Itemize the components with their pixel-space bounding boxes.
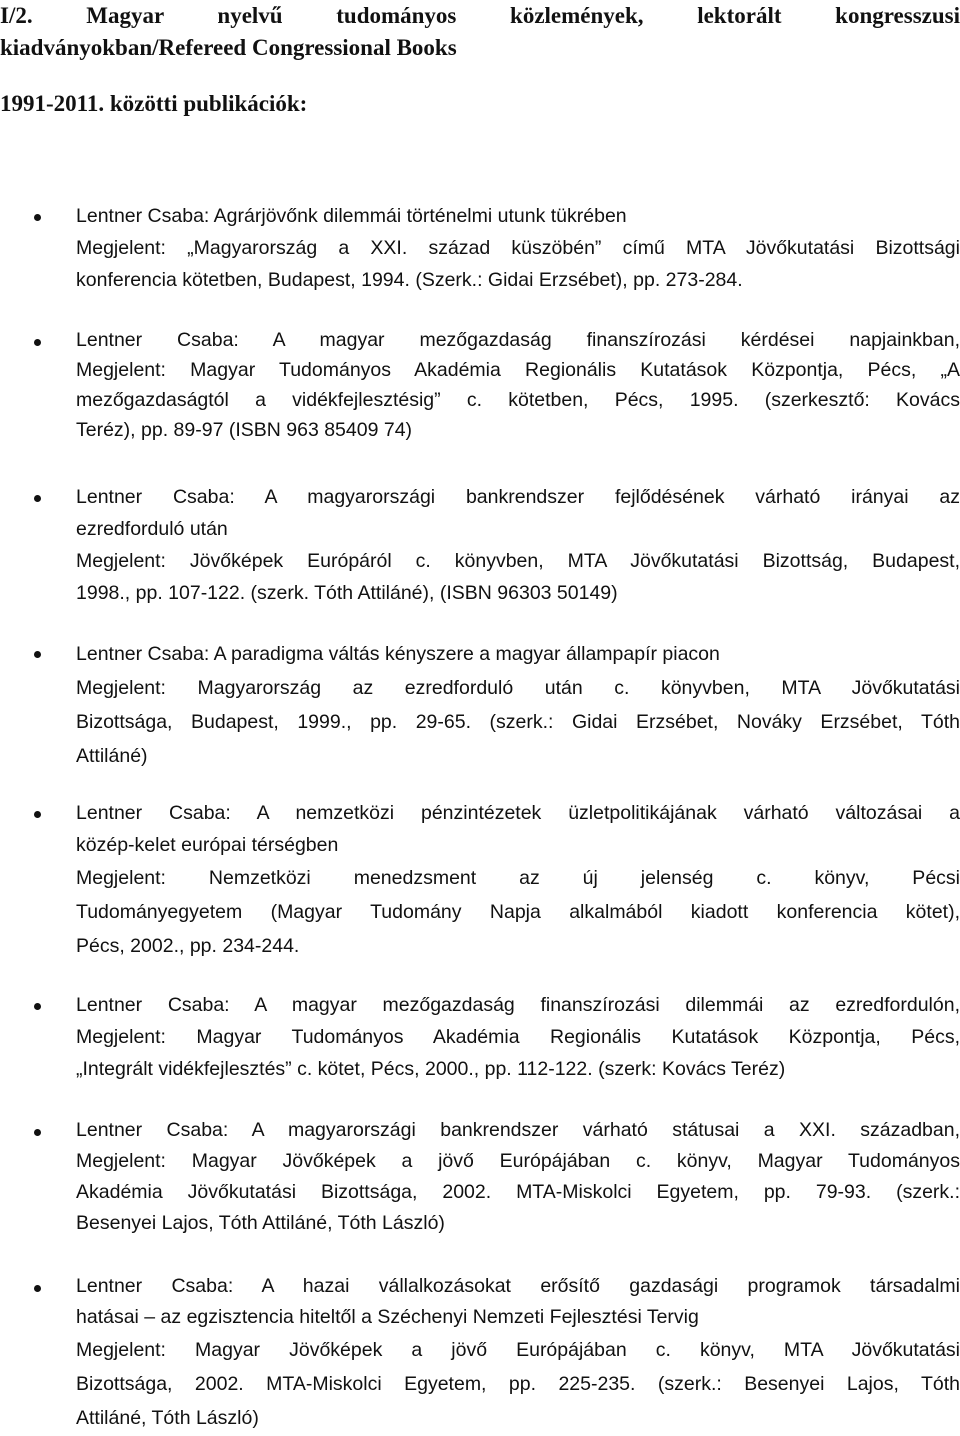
- publication-text: [76, 200, 960, 296]
- publication-text: [76, 1115, 960, 1239]
- publication-title: Lentner Csaba: A hazai vállalkozásokat erősítő gazdasági programok társadalmi: [76, 1275, 960, 1297]
- publication-title: Lentner Csaba: A magyarországi bankrendszer fejlődésének várható irányai az: [76, 486, 960, 508]
- publication-line: Megjelent: „Magyarország a XXI. század küszöbén” című MTA Jövőkutatási Bizottsági: [76, 237, 960, 259]
- publication-line: Akadémia Jövőkutatási Bizottsága, 2002. MTA-Miskolci Egyetem, pp. 79-93. (szerk.:: [76, 1181, 960, 1203]
- publication-line: ezredforduló után: [76, 518, 228, 540]
- period-heading-text: 1991-2011. közötti publikációk:: [0, 91, 308, 116]
- publication-line: Megjelent: Magyar Jövőképek a jövő Európájában c. könyv, Magyar Tudományos: [76, 1150, 960, 1172]
- publication-title: Lentner Csaba: Agrárjövőnk dilemmái történelmi utunk tükrében: [76, 205, 627, 227]
- section-heading-line-2: kiadványokban/Refereed Congressional Books: [0, 35, 457, 60]
- publication-line: hatásai – az egzisztencia hiteltől a Széchenyi Nemzeti Fejlesztési Tervig: [76, 1306, 699, 1328]
- publication-line: Besenyei Lajos, Tóth Attiláné, Tóth László): [76, 1212, 445, 1234]
- publication-line: közép-kelet európai térségben: [76, 834, 339, 856]
- bullet-icon: [34, 1003, 41, 1010]
- publication-line: Tudományegyetem (Magyar Tudomány Napja alkalmából kiadott konferencia kötet),: [76, 901, 960, 923]
- publication-title: Lentner Csaba: A magyarországi bankrendszer várható státusai a XXI. században,: [76, 1119, 960, 1141]
- bullet-icon: [34, 811, 41, 818]
- publication-text: [76, 797, 960, 963]
- publication-title: Lentner Csaba: A magyar mezőgazdaság finanszírozási dilemmái az ezredfordulón,: [76, 994, 960, 1016]
- publication-text: [76, 325, 960, 445]
- period-heading: [0, 88, 960, 120]
- publication-title: Lentner Csaba: A nemzetközi pénzintézetek üzletpolitikájának várható változásai a: [76, 802, 960, 824]
- publication-text: [76, 1271, 960, 1435]
- publication-line: Megjelent: Magyar Jövőképek a jövő Európájában c. könyv, MTA Jövőkutatási: [76, 1339, 960, 1361]
- publication-line: Bizottsága, 2002. MTA-Miskolci Egyetem, pp. 225-235. (szerk.: Besenyei Lajos, Tóth: [76, 1373, 960, 1395]
- section-heading: [0, 0, 960, 64]
- publication-line: Megjelent: Magyarország az ezredforduló után c. könyvben, MTA Jövőkutatási: [76, 677, 960, 699]
- publication-line: Pécs, 2002., pp. 234-244.: [76, 935, 300, 957]
- publication-line: Attiláné): [76, 745, 148, 767]
- publication-line: 1998., pp. 107-122. (szerk. Tóth Attiláné), (ISBN 96303 50149): [76, 582, 618, 604]
- publication-line: Megjelent: Magyar Tudományos Akadémia Regionális Kutatások Központja, Pécs,: [76, 1026, 960, 1048]
- bullet-icon: [34, 1285, 41, 1292]
- publication-title: Lentner Csaba: A paradigma váltás kényszere a magyar állampapír piacon: [76, 643, 720, 665]
- bullet-icon: [34, 214, 41, 221]
- publication-line: Megjelent: Jövőképek Európáról c. könyvben, MTA Jövőkutatási Bizottság, Budapest,: [76, 550, 960, 572]
- publication-title: Lentner Csaba: A magyar mezőgazdaság finanszírozási kérdései napjainkban,: [76, 329, 960, 351]
- section-heading-line-1: I/2. Magyar nyelvű tudományos közlemények, lektorált kongresszusi: [0, 3, 960, 28]
- publication-line: Megjelent: Nemzetközi menedzsment az új jelenség c. könyv, Pécsi: [76, 867, 960, 889]
- publication-line: Bizottsága, Budapest, 1999., pp. 29-65. (szerk.: Gidai Erzsébet, Nováky Erzsébet, Tóth: [76, 711, 960, 733]
- publication-line: Attiláné, Tóth László): [76, 1407, 259, 1429]
- publication-line: konferencia kötetben, Budapest, 1994. (Szerk.: Gidai Erzsébet), pp. 273-284.: [76, 269, 743, 291]
- publication-line: mezőgazdaságtól a vidékfejlesztésig” c. kötetben, Pécs, 1995. (szerkesztő: Kovács: [76, 389, 960, 411]
- bullet-icon: [34, 495, 41, 502]
- publication-text: [76, 637, 960, 773]
- bullet-icon: [34, 651, 41, 658]
- publication-line: Teréz), pp. 89-97 (ISBN 963 85409 74): [76, 419, 413, 441]
- publication-text: [76, 481, 960, 609]
- publication-text: [76, 989, 960, 1085]
- publication-line: „Integrált vidékfejlesztés” c. kötet, Pécs, 2000., pp. 112-122. (szerk: Kovács Teréz): [76, 1058, 786, 1080]
- bullet-icon: [34, 1129, 41, 1136]
- bullet-icon: [34, 339, 41, 346]
- publication-line: Megjelent: Magyar Tudományos Akadémia Regionális Kutatások Központja, Pécs, „A: [76, 359, 960, 381]
